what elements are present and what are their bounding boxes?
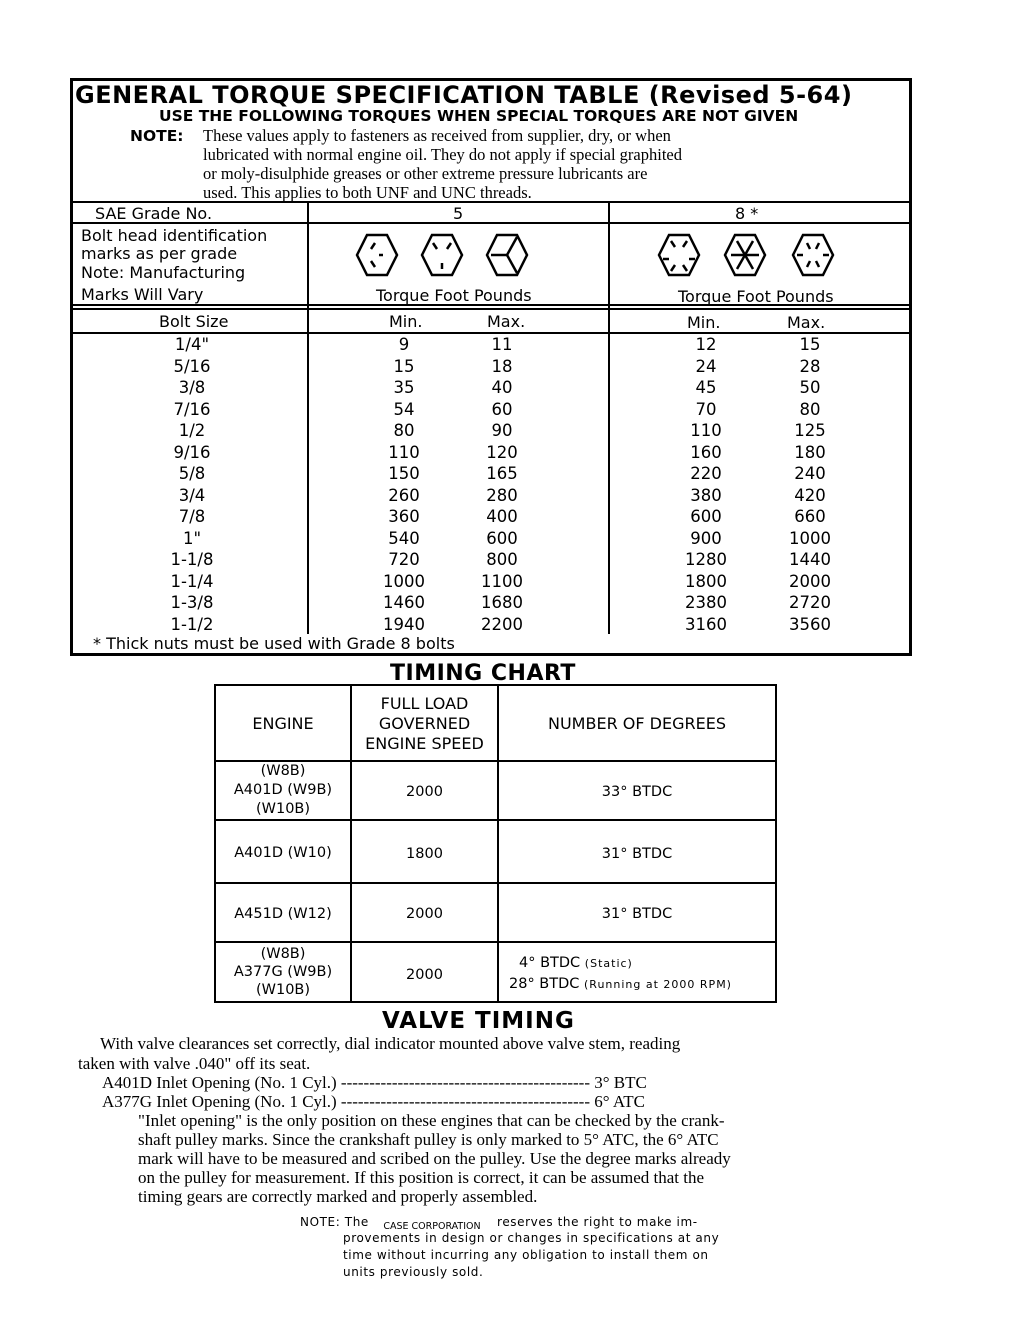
timing-rule-3 [216,882,775,884]
grade-5-hex-1-icon [357,235,397,275]
grade-8-min-header: Min. [687,313,721,332]
row3-engine: A451D (W12) [234,906,332,922]
valve-para2-line3: mark will have to be measured and scribed on the pulley. Use the degree marks already [138,1149,731,1168]
footer-note-start: NOTE: The [300,1215,369,1229]
grade-8-max-value: 28 [799,356,821,376]
speed-header-line: ENGINE SPEED [365,734,484,753]
grade-5-min-value: 360 [388,507,420,526]
rule-v1 [307,201,309,634]
bolt-size: 5/16 [173,356,211,376]
engine-header: ENGINE [252,714,314,733]
bolt-size: 1-3/8 [170,593,214,612]
valve-para2-line2: shaft pulley marks. Since the crankshaft pulley is only marked to 5° ATC, the 6° ATC [138,1130,719,1149]
grade-5-max-value: 1680 [481,593,523,612]
grade-5-min-value: 540 [388,528,420,548]
bolt-size: 1-1/8 [170,550,214,569]
grade-5-max-header: Max. [487,312,526,331]
bolt-size: 7/16 [173,399,211,419]
note-line-1: These values apply to fasteners as received from supplier, dry, or when [203,126,671,145]
grade-8-min-value: 110 [690,421,722,440]
row4-engine-line: (W10B) [255,982,311,998]
grade-8-max-value: 180 [794,442,826,462]
grade-5-max-value: 280 [486,485,518,505]
bolt-size: 3/8 [178,378,206,397]
row4-degrees-running-value: 28° BTDC [509,976,580,992]
bolt-size: 5/8 [178,464,206,483]
grade-5-max-value: 90 [491,421,513,440]
bolt-size: 9/16 [173,442,211,462]
footer-note-line4: units previously sold. [343,1265,484,1279]
speed-header [352,694,497,754]
speed-header-line: GOVERNED [378,714,471,733]
speed-header-line: FULL LOAD [380,694,469,713]
grade-5-min-value: 720 [388,550,420,569]
grade-8-max-value: 50 [799,378,821,397]
row4-degrees-static-note: (Static) [584,957,633,970]
grade-8-max-value: 3560 [789,614,831,634]
bolt-size: 1/4" [174,335,210,354]
grade-8-min-value: 1280 [685,550,727,569]
row2-engine: A401D (W10) [234,845,332,861]
grade-5-max-value: 120 [486,442,518,462]
row1-engine-line: (W10B) [255,801,311,817]
row2-speed: 1800 [406,846,443,862]
grade-5-min-column [359,334,449,635]
valve-a377g-spec: A377G Inlet Opening (No. 1 Cyl.) -------------------------------------------- 6° ATC [102,1092,645,1111]
bolt-size: 3/4 [178,485,206,505]
grade-8-min-value: 45 [695,378,717,397]
row4-degrees-running-note: (Running at 2000 RPM) [584,978,732,991]
grade-5-min-value: 35 [393,378,415,397]
grade-5-max-value: 18 [491,356,513,376]
valve-a401d-spec: A401D Inlet Opening (No. 1 Cyl.) -------------------------------------------- 3° BTC [102,1073,647,1092]
grade-5-max-value: 600 [486,528,518,548]
grade-8-max-value: 1000 [789,528,831,548]
rule-v2 [608,201,610,634]
valve-para2-line5: timing gears are correctly marked and properly assembled. [138,1187,538,1206]
timing-rule-2 [216,819,775,821]
row4-engine-line: A377G (W9B) [233,964,333,980]
bolt-size-header: Bolt Size [159,312,229,331]
grade-8-torque-units: Torque Foot Pounds [678,287,834,306]
footer-company: CASE CORPORATION [383,1221,481,1232]
footer-note-line1-end: reserves the right to make im- [497,1215,698,1229]
row1-speed: 2000 [406,784,443,800]
grade-5-max-value: 40 [491,378,513,397]
row4-degrees-running [509,976,732,992]
degrees-header: NUMBER OF DEGREES [548,714,726,733]
valve-para1-line1: With valve clearances set correctly, dial indicator mounted above valve stem, reading [100,1034,681,1053]
grade-8-bolt-head-marks [651,229,861,281]
valve-timing-title: VALVE TIMING [382,1008,575,1034]
grade-8-min-value: 2380 [685,593,727,612]
grade-8-max-value: 80 [799,399,821,419]
grade-8-max-value: 15 [799,335,821,354]
footer-note-line2: provements in design or changes in specifications at any [343,1231,720,1245]
row1-engine-line: A401D (W9B) [233,782,333,798]
bolt-size: 7/8 [178,507,206,526]
grade-8-min-value: 70 [695,399,717,419]
note-label: NOTE: [130,127,184,145]
id-line-3: Note: Manufacturing [81,263,246,282]
grade-8-max-value: 2720 [789,593,831,612]
row1-engine-line: (W8B) [260,763,306,779]
timing-rule-4 [216,941,775,943]
grade-8-min-value: 1800 [685,571,727,591]
torque-footnote: * Thick nuts must be used with Grade 8 bolts [93,634,455,653]
grade-8-min-value: 3160 [685,614,727,634]
row3-degrees: 31° BTDC [601,906,673,922]
row4-degrees-static-value: 4° BTDC [519,955,581,971]
row1-degrees: 33° BTDC [601,784,673,800]
grade-8-min-value: 380 [690,485,722,505]
grade-8-min-value: 24 [695,356,717,376]
row4-speed: 2000 [406,967,443,983]
grade-5-min-value: 150 [388,464,420,483]
row2-degrees: 31° BTDC [601,846,673,862]
note-line-3: or moly-disulphide greases or other extreme pressure lubricants are [203,164,648,183]
grade-5-max-value: 1100 [481,571,523,591]
bolt-size: 1-1/2 [170,614,214,634]
row4-engine-line: (W8B) [260,946,306,962]
grade-8-max-value: 660 [794,507,826,526]
grade-8-max-value: 420 [794,485,826,505]
note-line-4: used. This applies to both UNF and UNC threads. [203,183,532,202]
row4-engine [216,945,350,999]
grade-5-max-value: 11 [491,335,513,354]
grade-5-max-value: 800 [486,550,518,569]
footer-note-line3: time without incurring any obligation to install them on [343,1248,709,1262]
timing-chart-table [214,684,777,1003]
grade-5-max-value: 2200 [481,614,523,634]
grade-8-max-column [765,334,855,635]
grade-5-bolt-head-marks [349,229,549,281]
grade-5-min-value: 9 [398,335,410,354]
grade-8-max-value: 240 [794,464,826,483]
grade-5-min-header: Min. [389,312,423,331]
grade-8-label: 8 * [735,204,759,223]
grade-8-max-value: 1440 [789,550,831,569]
torque-spec-table [70,78,912,656]
timing-chart-title: TIMING CHART [390,661,576,686]
grade-5-min-value: 260 [388,485,420,505]
grade-5-torque-units: Torque Foot Pounds [376,286,532,305]
grade-5-min-value: 54 [393,399,415,419]
valve-para2-line1: "Inlet opening" is the only position on these engines that can be checked by the crank- [138,1111,725,1130]
grade-8-max-header: Max. [787,313,826,332]
torque-title: GENERAL TORQUE SPECIFICATION TABLE (Revised 5-64) [75,81,853,109]
grade-8-min-value: 12 [695,335,717,354]
id-line-1: Bolt head identification [81,226,268,245]
valve-para2-line4: on the pulley for measurement. If this position is correct, it can be assumed that the [138,1168,705,1187]
bolt-size-column [147,334,237,635]
row3-speed: 2000 [406,906,443,922]
grade-5-min-value: 110 [388,442,420,462]
rule-marks-double [73,308,909,310]
grade-8-min-value: 160 [690,442,722,462]
grade-5-max-value: 60 [491,399,513,419]
grade-5-max-column [457,334,547,635]
grade-8-min-value: 600 [690,507,722,526]
grade-8-min-value: 220 [690,464,722,483]
grade-5-min-value: 1000 [383,571,425,591]
grade-5-label: 5 [453,204,464,223]
note-line-2: lubricated with normal engine oil. They do not apply if special graphited [203,145,682,164]
torque-subtitle: USE THE FOLLOWING TORQUES WHEN SPECIAL TORQUES ARE NOT GIVEN [159,107,799,125]
row4-degrees-static [519,955,633,971]
bolt-size: 1/2 [178,421,206,440]
grade-8-hex-1-icon [659,235,699,275]
valve-para1-line2: taken with valve .040" off its seat. [78,1054,311,1073]
bolt-size: 1-1/4 [170,571,214,591]
grade-8-min-column [661,334,751,635]
id-line-4: Marks Will Vary [81,285,204,304]
row1-engine [216,762,350,819]
grade-5-max-value: 165 [486,464,518,483]
grade-8-max-value: 2000 [789,571,831,591]
grade-5-max-value: 400 [486,507,518,526]
id-line-2: marks as per grade [81,244,238,263]
grade-5-min-value: 1460 [383,593,425,612]
grade-8-min-value: 900 [690,528,722,548]
sae-grade-label: SAE Grade No. [95,204,213,223]
grade-5-min-value: 1940 [383,614,425,634]
bolt-size: 1" [182,528,202,548]
grade-5-min-value: 80 [393,421,415,440]
grade-8-max-value: 125 [794,421,826,440]
grade-5-min-value: 15 [393,356,415,376]
